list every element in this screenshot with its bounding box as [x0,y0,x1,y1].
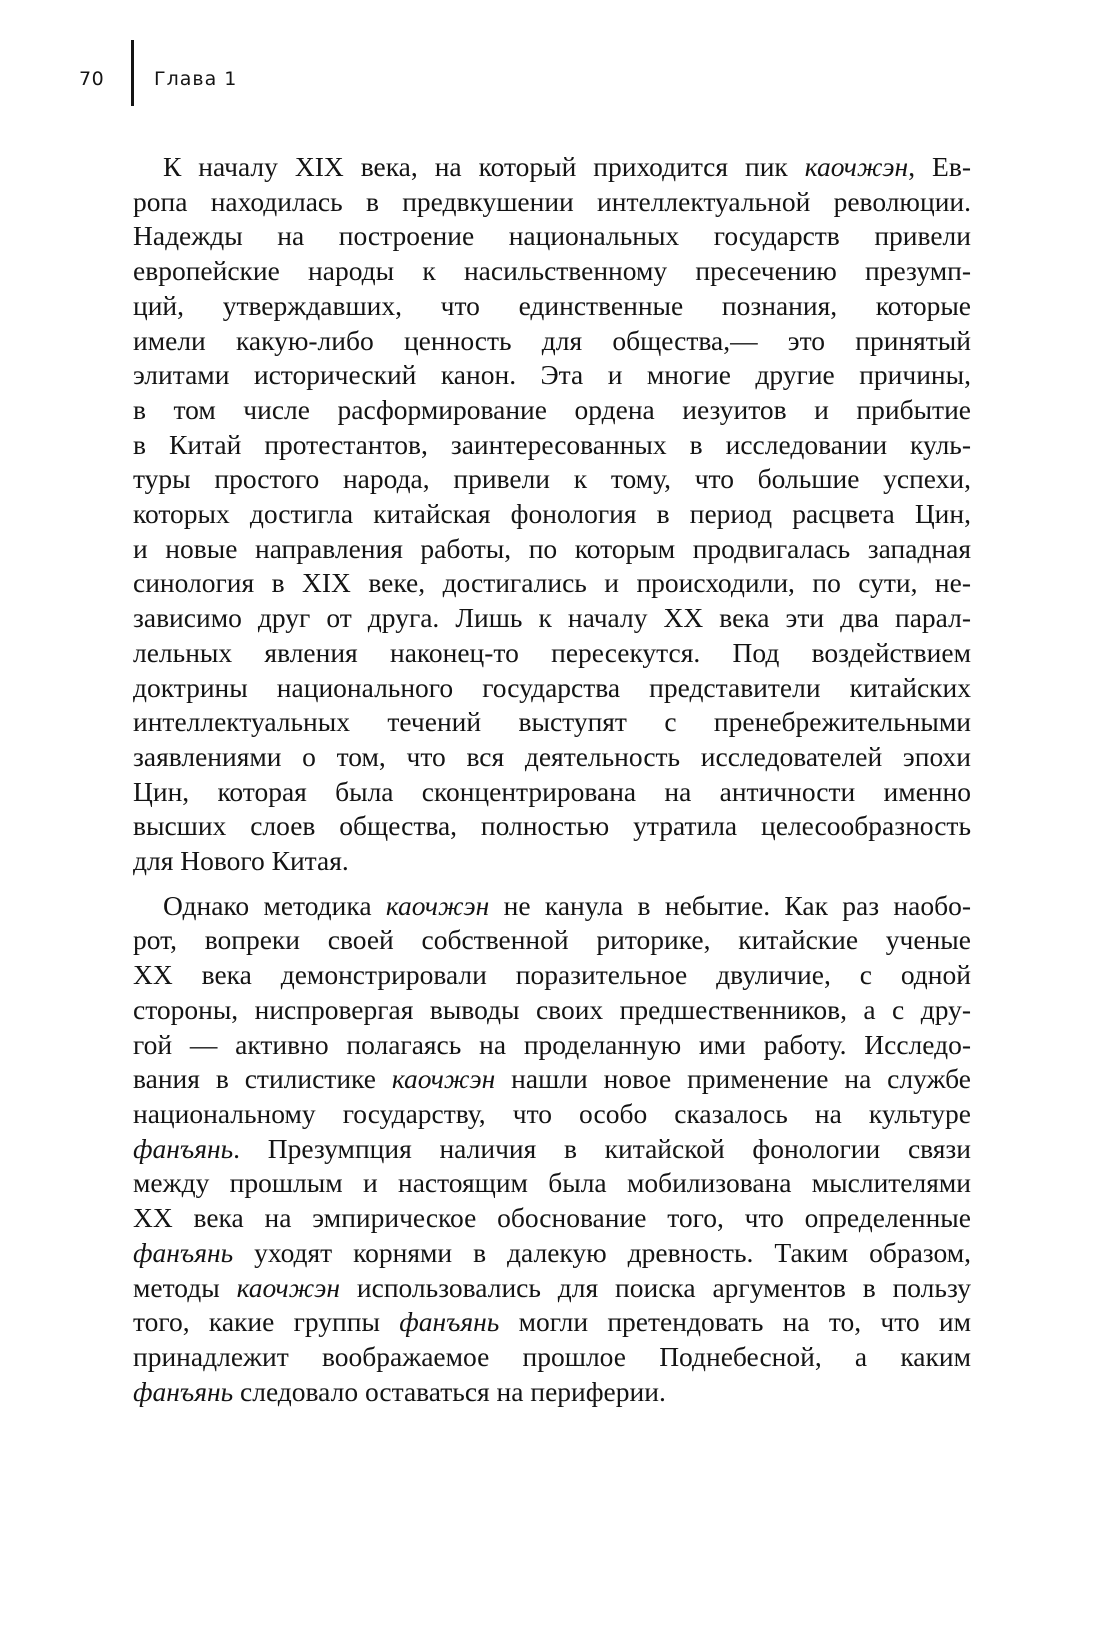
text-line [133,958,971,993]
italic-term: каочжэн [236,1271,341,1303]
italic-term: фанъянь [399,1306,500,1338]
text-line [133,497,971,532]
text-run: ропа находилась в предвкушении интеллектуальной революции. [133,185,971,217]
text-run: могли претендовать на то, что им [499,1306,971,1338]
text-run: которых достигла китайская фонология в период расцвета Цин, [133,498,971,530]
text-run: национальному государству, что особо сказалось на культуре [133,1097,971,1129]
text-run: заявлениями о том, что вся деятельность исследователей эпохи [133,740,971,772]
text-run: Однако методика [163,889,386,921]
text-run: XX века на эмпирическое обоснование того, что определенные [133,1202,971,1234]
text-run: интеллектуальных течений выступят с пренебрежительными [133,706,971,738]
text-run: уходят корнями в далекую древность. Таким образом, [233,1236,971,1268]
text-line [133,219,971,254]
text-run: в Китай протестантов, заинтересованных в исследовании куль- [133,428,971,460]
chapter-title: Глава 1 [154,68,238,90]
paragraph [133,150,971,879]
text-line [133,923,971,958]
italic-term: фанъянь [133,1236,234,1268]
text-line [133,1166,971,1201]
text-run: гой — активно полагаясь на проделанную ими работу. Исследо- [133,1028,971,1060]
text-line [133,1201,971,1236]
text-run: лельных явления наконец-то пересекутся. Под воздействием [133,636,971,668]
text-run: того, какие группы [133,1306,400,1338]
text-line [133,1028,971,1063]
text-run: Надежды на построение национальных государств привели [133,220,971,252]
text-run: доктрины национального государства представители китайских [133,671,971,703]
text-line [133,185,971,220]
text-line [133,150,971,185]
text-line [133,705,971,740]
text-line [133,254,971,289]
text-line [133,1236,971,1271]
text-line [133,844,971,879]
text-run: имели какую-либо ценность для общества,— это принятый [133,324,971,356]
text-run: методы [133,1271,237,1303]
text-run: ций, утверждавших, что единственные познания, которые [133,289,971,321]
text-run: нашли новое применение на службе [495,1063,971,1095]
text-run: европейские народы к насильственному пресечению презумп- [133,255,971,287]
paragraph [133,889,971,1410]
text-line [133,566,971,601]
text-line [133,1062,971,1097]
text-run: синология в XIX веке, достигались и происходили, по сути, не- [133,567,971,599]
text-line [133,809,971,844]
text-run: между прошлым и настоящим была мобилизована мыслителями [133,1167,971,1199]
text-line [133,601,971,636]
text-line [133,993,971,1028]
text-run: не канула в небытие. Как раз наобо- [489,889,971,921]
text-run: элитами исторический канон. Эта и многие другие причины, [133,359,971,391]
italic-term: фанъянь [133,1375,234,1407]
text-line [133,1097,971,1132]
text-line [133,1375,971,1410]
text-line [133,289,971,324]
text-line [133,775,971,810]
text-line [133,1305,971,1340]
text-line [133,1271,971,1306]
text-line [133,462,971,497]
text-run: рот, вопреки своей собственной риторике, китайские ученые [133,924,971,956]
text-line [133,671,971,706]
header-divider [131,40,134,106]
text-run: и новые направления работы, по которым продвигалась западная [133,532,971,564]
text-run: туры простого народа, привели к тому, что большие успехи, [133,463,971,495]
text-line [133,393,971,428]
text-run: , Ев- [908,151,971,182]
text-run: К началу XIX века, на который приходится пик [163,151,805,182]
text-line [133,428,971,463]
text-run: . Презумпция наличия в китайской фонологии связи [233,1132,971,1164]
text-run: принадлежит воображаемое прошлое Поднебесной, а каким [133,1340,971,1372]
italic-term: каочжэн [804,151,909,182]
text-run: вания в стилистике [133,1063,392,1095]
text-run: стороны, ниспровергая выводы своих предшественников, а с дру- [133,993,971,1025]
text-line [133,532,971,567]
text-run: зависимо друг от друга. Лишь к началу XX века эти два парал- [133,602,971,634]
text-line [133,358,971,393]
text-line [133,1132,971,1167]
italic-term: фанъянь [133,1132,234,1164]
page-number: 70 [79,68,105,90]
text-line [133,889,971,924]
text-run: для Нового Китая. [133,845,349,877]
text-run: использовались для поиска аргументов в пользу [340,1271,971,1303]
text-line [133,636,971,671]
italic-term: каочжэн [385,889,490,921]
italic-term: каочжэн [391,1063,496,1095]
text-line [133,1340,971,1375]
text-line [133,740,971,775]
text-run: Цин, которая была сконцентрирована на античности именно [133,775,971,807]
text-line [133,324,971,359]
text-run: в том числе расформирование ордена иезуитов и прибытие [133,393,971,425]
text-run: следовало оставаться на периферии. [233,1375,666,1407]
text-run: XX века демонстрировали поразительное двуличие, с одной [133,959,971,991]
body-text [133,150,971,1416]
text-run: высших слоев общества, полностью утратила целесообразность [133,810,971,842]
